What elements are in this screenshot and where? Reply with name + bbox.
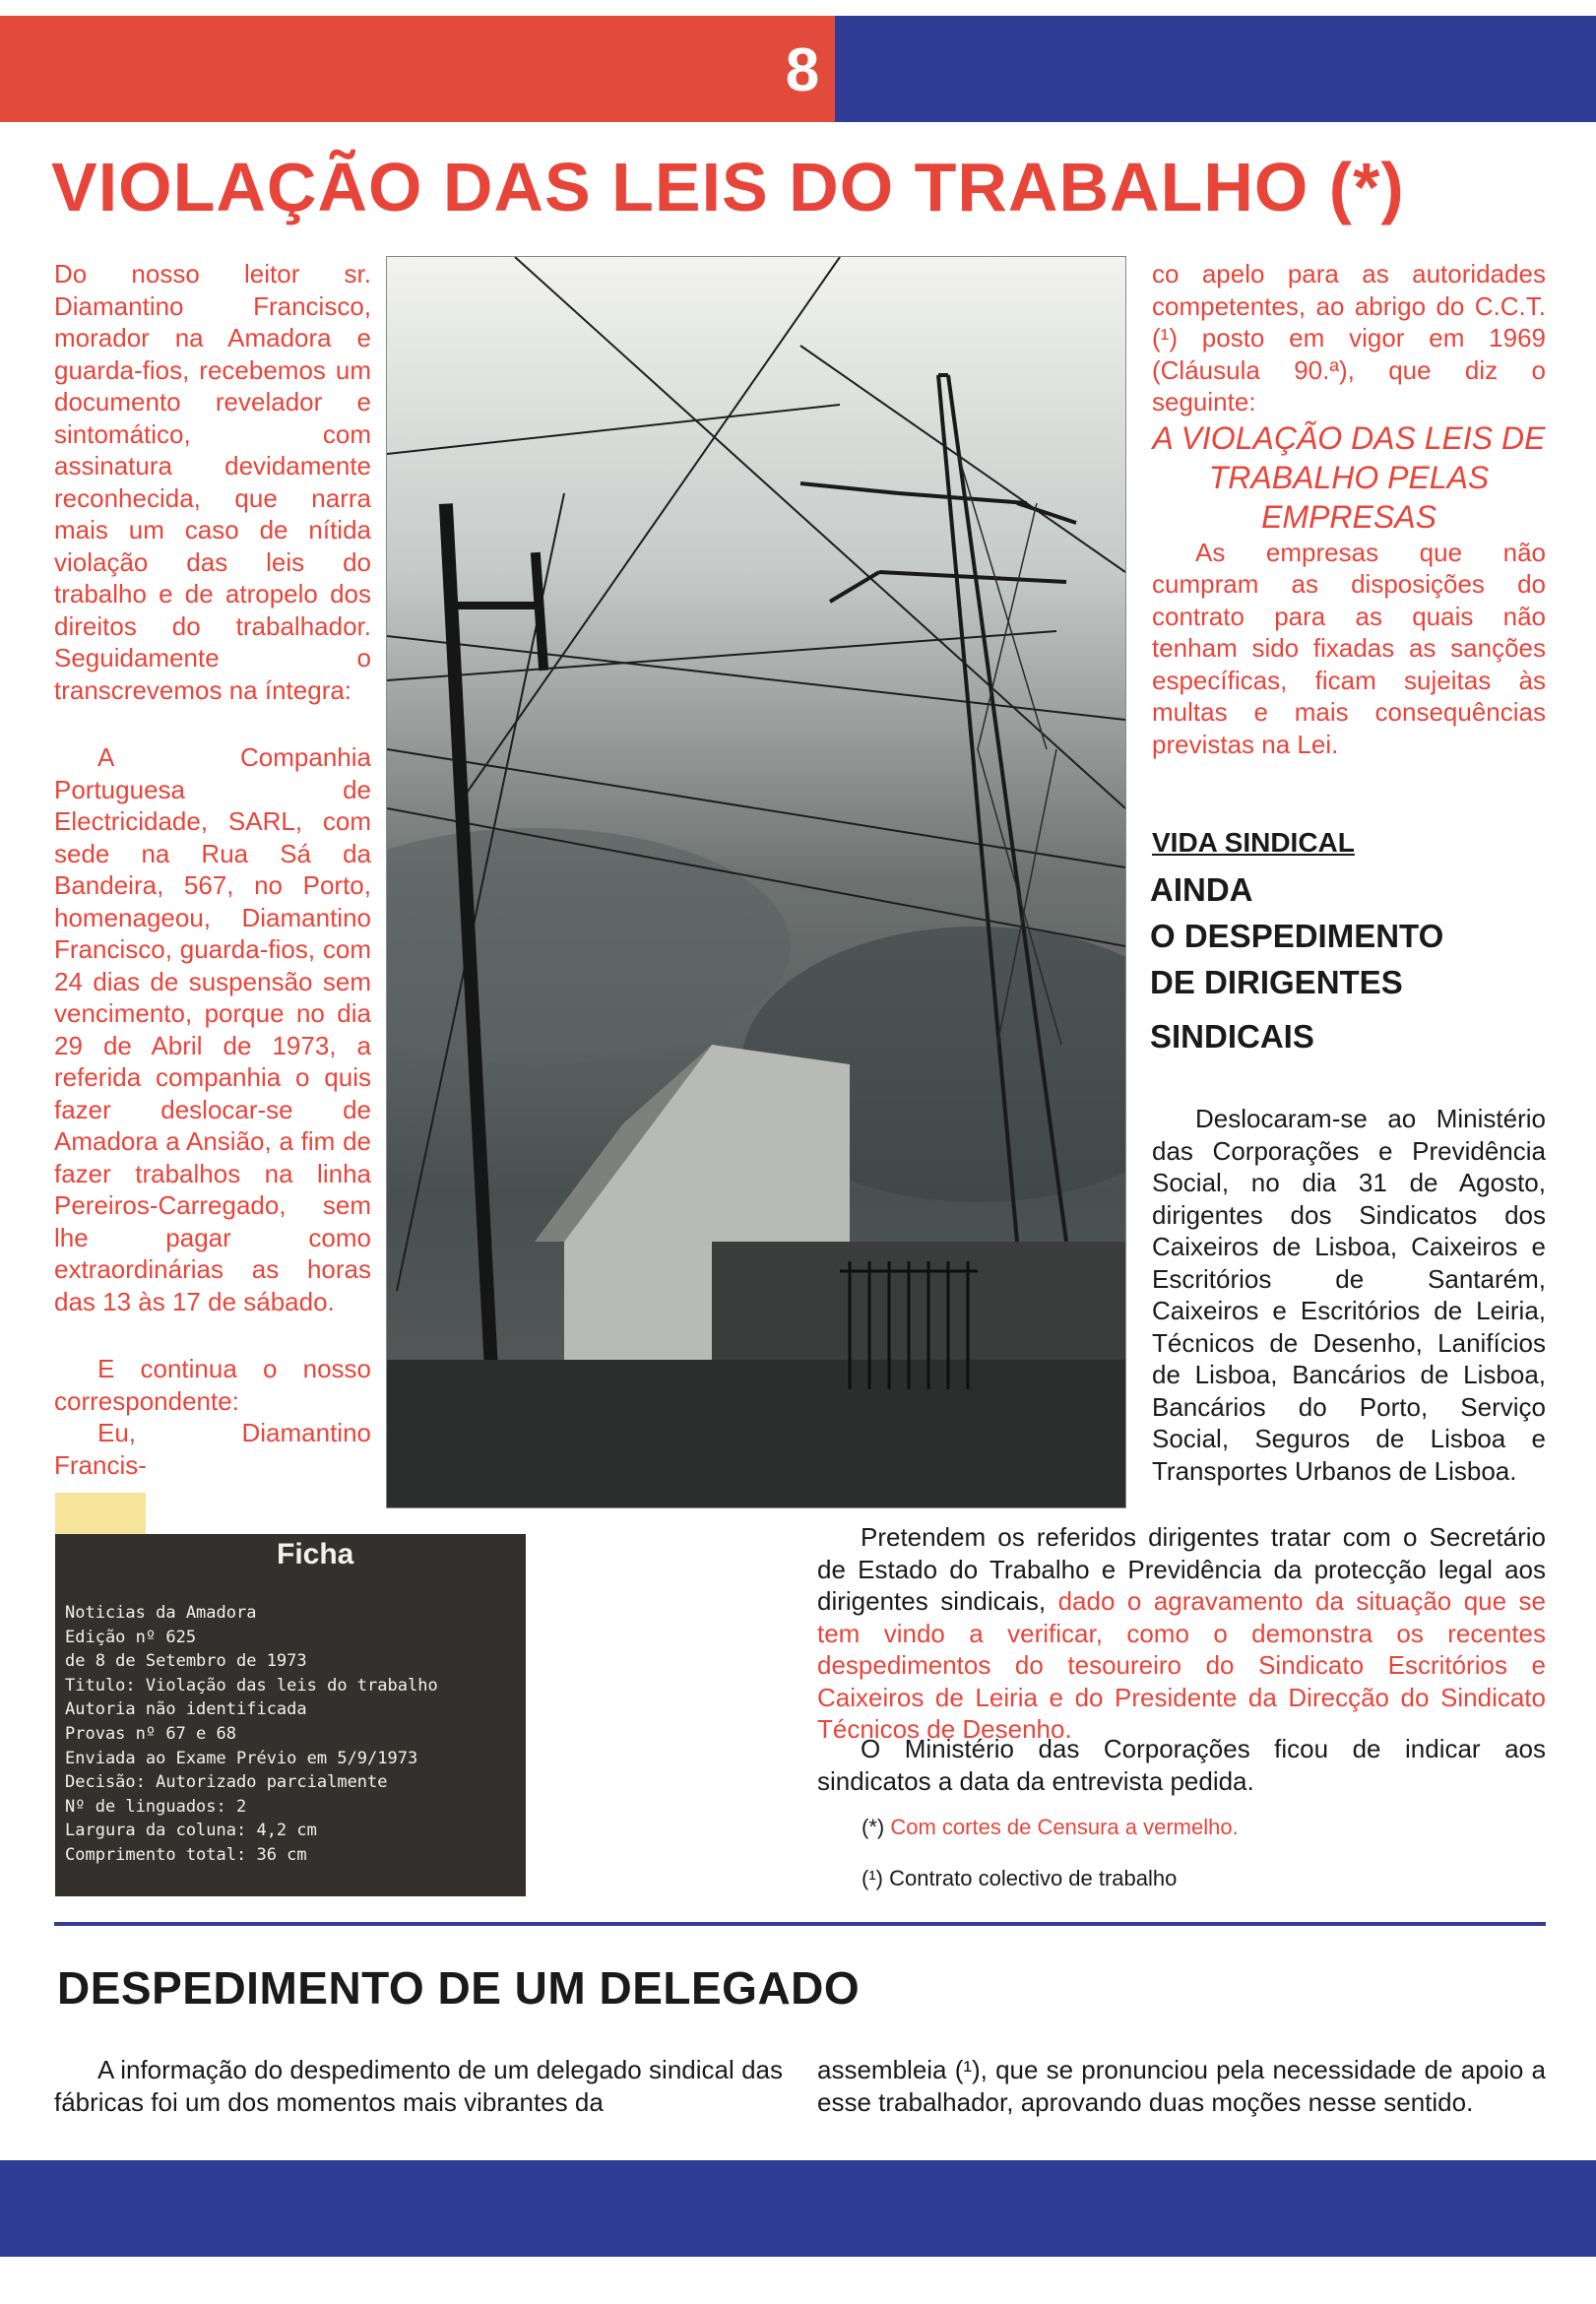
body-text-uncensored: Pretendem os referidos dirigentes tratar com o Secretário de Estado do Trabalho e Previdência da protecção legal aos dirigentes sindicais,	[817, 1522, 1546, 1616]
right-column	[1152, 258, 1546, 760]
ficha-line: Comprimento total: 36 cm	[65, 1844, 307, 1865]
ficha-line: Largura da coluna: 4,2 cm	[65, 1821, 317, 1841]
section-label: VIDA SINDICAL	[1152, 827, 1355, 858]
intro-paragraph: Do nosso leitor sr. Diamantino Francisco, morador na Amadora e guarda-fios, recebemos um documento revelador e sintomático, com assinatura devidamente reconhecida, que narra mais um caso de nítida violação das leis do trabalho e de atropelo dos direitos do trabalhador. Seguidamente o transcrevemos na íntegra:	[54, 259, 371, 705]
article-body-paragraph: O Ministério das Corporações ficou de indicar aos sindicatos a data da entrevista pedida.	[817, 1734, 1546, 1796]
header-bar-red	[0, 16, 835, 122]
pylon-photo-illustration	[387, 257, 1125, 1507]
transcript-paragraph: A Companhia Portuguesa de Electricidade, SARL, com sede na Rua Sá da Bandeira, 567, no Porto, homenageou, Diamantino Francisco, guarda-fios, com 24 dias de suspensão sem vencimento, porque no dia 29 de Abril de 1973, a referida companhia o quis fazer deslocar-se de Amadora a Ansião, a fim de fazer trabalhos na linha Pereiros-Carregado, sem lhe pagar como extraordinárias as horas das 13 às 17 de sábado.	[54, 742, 371, 1316]
headline-line: O DESPEDIMENTO	[1150, 918, 1444, 954]
headline-line: DE DIRIGENTES	[1150, 964, 1403, 1000]
headline-line: AINDA	[1150, 871, 1253, 908]
ficha-details	[65, 1601, 518, 1868]
article-body-paragraph	[817, 1521, 1546, 1746]
bottom-article-title: DESPEDIMENTO DE UM DELEGADO	[57, 1962, 861, 2014]
left-column	[54, 258, 371, 1481]
header-bar-blue	[835, 16, 1596, 122]
ficha-line: Noticias da Amadora	[65, 1603, 257, 1623]
section-divider	[54, 1922, 1546, 1926]
bottom-article-column-2: assembleia (¹), que se pronunciou pela necessidade de apoio a esse trabalhador, aprovando duas moções nesse sentido.	[817, 2055, 1546, 2117]
right-intro-paragraph: co apelo para as autoridades competentes, ao abrigo do C.C.T. (¹) posto em vigor em 1969 (Cláusula 90.ª), que diz o seguinte:	[1152, 259, 1546, 416]
footnote-mark: (*)	[862, 1815, 885, 1839]
page-title: VIOLAÇÃO DAS LEIS DO TRABALHO (*)	[51, 149, 1405, 225]
ficha-line: de 8 de Setembro de 1973	[65, 1651, 307, 1672]
bottom-article-column-1: A informação do despedimento de um delegado sindical das fábricas foi um dos momentos mais vibrantes da	[54, 2055, 783, 2117]
ficha-title: Ficha	[277, 1538, 354, 1570]
article-headline	[1150, 866, 1564, 1059]
quoted-clause-heading: A VIOLAÇÃO DAS LEIS DE TRABALHO PELAS EMPRESAS	[1152, 419, 1546, 535]
body-text-censored: dado o agravamento da situação que se tem vindo a verificar, como o demonstra os recentes despedimentos do tesoureiro do Sindicato Escritórios e Caixeiros de Leiria e do Presidente da Direcção do Sindicato Técnicos de Desenho.	[817, 1586, 1546, 1744]
ficha-line: Enviada ao Exame Prévio em 5/9/1973	[65, 1748, 418, 1768]
article-body-paragraph: Deslocaram-se ao Ministério das Corporações e Previdência Social, no dia 31 de Agosto, dirigentes dos Sindicatos dos Caixeiros de Lisboa, Caixeiros e Escritórios de Santarém, Caixeiros e Escritórios de Leiria, Técnicos de Desenho, Lanifícios de Lisboa, Bancários de Lisboa, Bancários do Porto, Serviço Social, Seguros de Lisboa e Transportes Urbanos de Lisboa.	[1152, 1104, 1546, 1486]
continuation-paragraph: E continua o nosso correspondente:	[54, 1354, 371, 1416]
pylon-photograph	[386, 256, 1126, 1508]
ficha-line: Provas nº 67 e 68	[65, 1723, 236, 1744]
ficha-line: Decisão: Autorizado parcialmente	[65, 1772, 388, 1793]
continuation-line: Eu, Diamantino Francis-	[54, 1418, 371, 1480]
footer-bar	[0, 2160, 1596, 2257]
footnote-censorship	[862, 1815, 1239, 1840]
footnote-text: Com cortes de Censura a vermelho.	[890, 1815, 1239, 1839]
ficha-line: Nº de linguados: 2	[65, 1796, 247, 1817]
footnote-cct: (¹) Contrato colectivo de trabalho	[862, 1866, 1178, 1890]
headline-line: SINDICAIS	[1150, 1018, 1314, 1055]
ficha-line: Edição nº 625	[65, 1627, 197, 1647]
ficha-line: Autoria não identificada	[65, 1699, 307, 1720]
ficha-line: Titulo: Violação das leis do trabalho	[65, 1675, 438, 1696]
ficha-box	[55, 1534, 526, 1896]
quoted-clause-text: As empresas que não cumpram as disposições do contrato para as quais não tenham sido fixadas as sanções específicas, ficam sujeitas às multas e mais consequências previstas na Lei.	[1152, 537, 1546, 759]
page-number: 8	[785, 36, 820, 104]
